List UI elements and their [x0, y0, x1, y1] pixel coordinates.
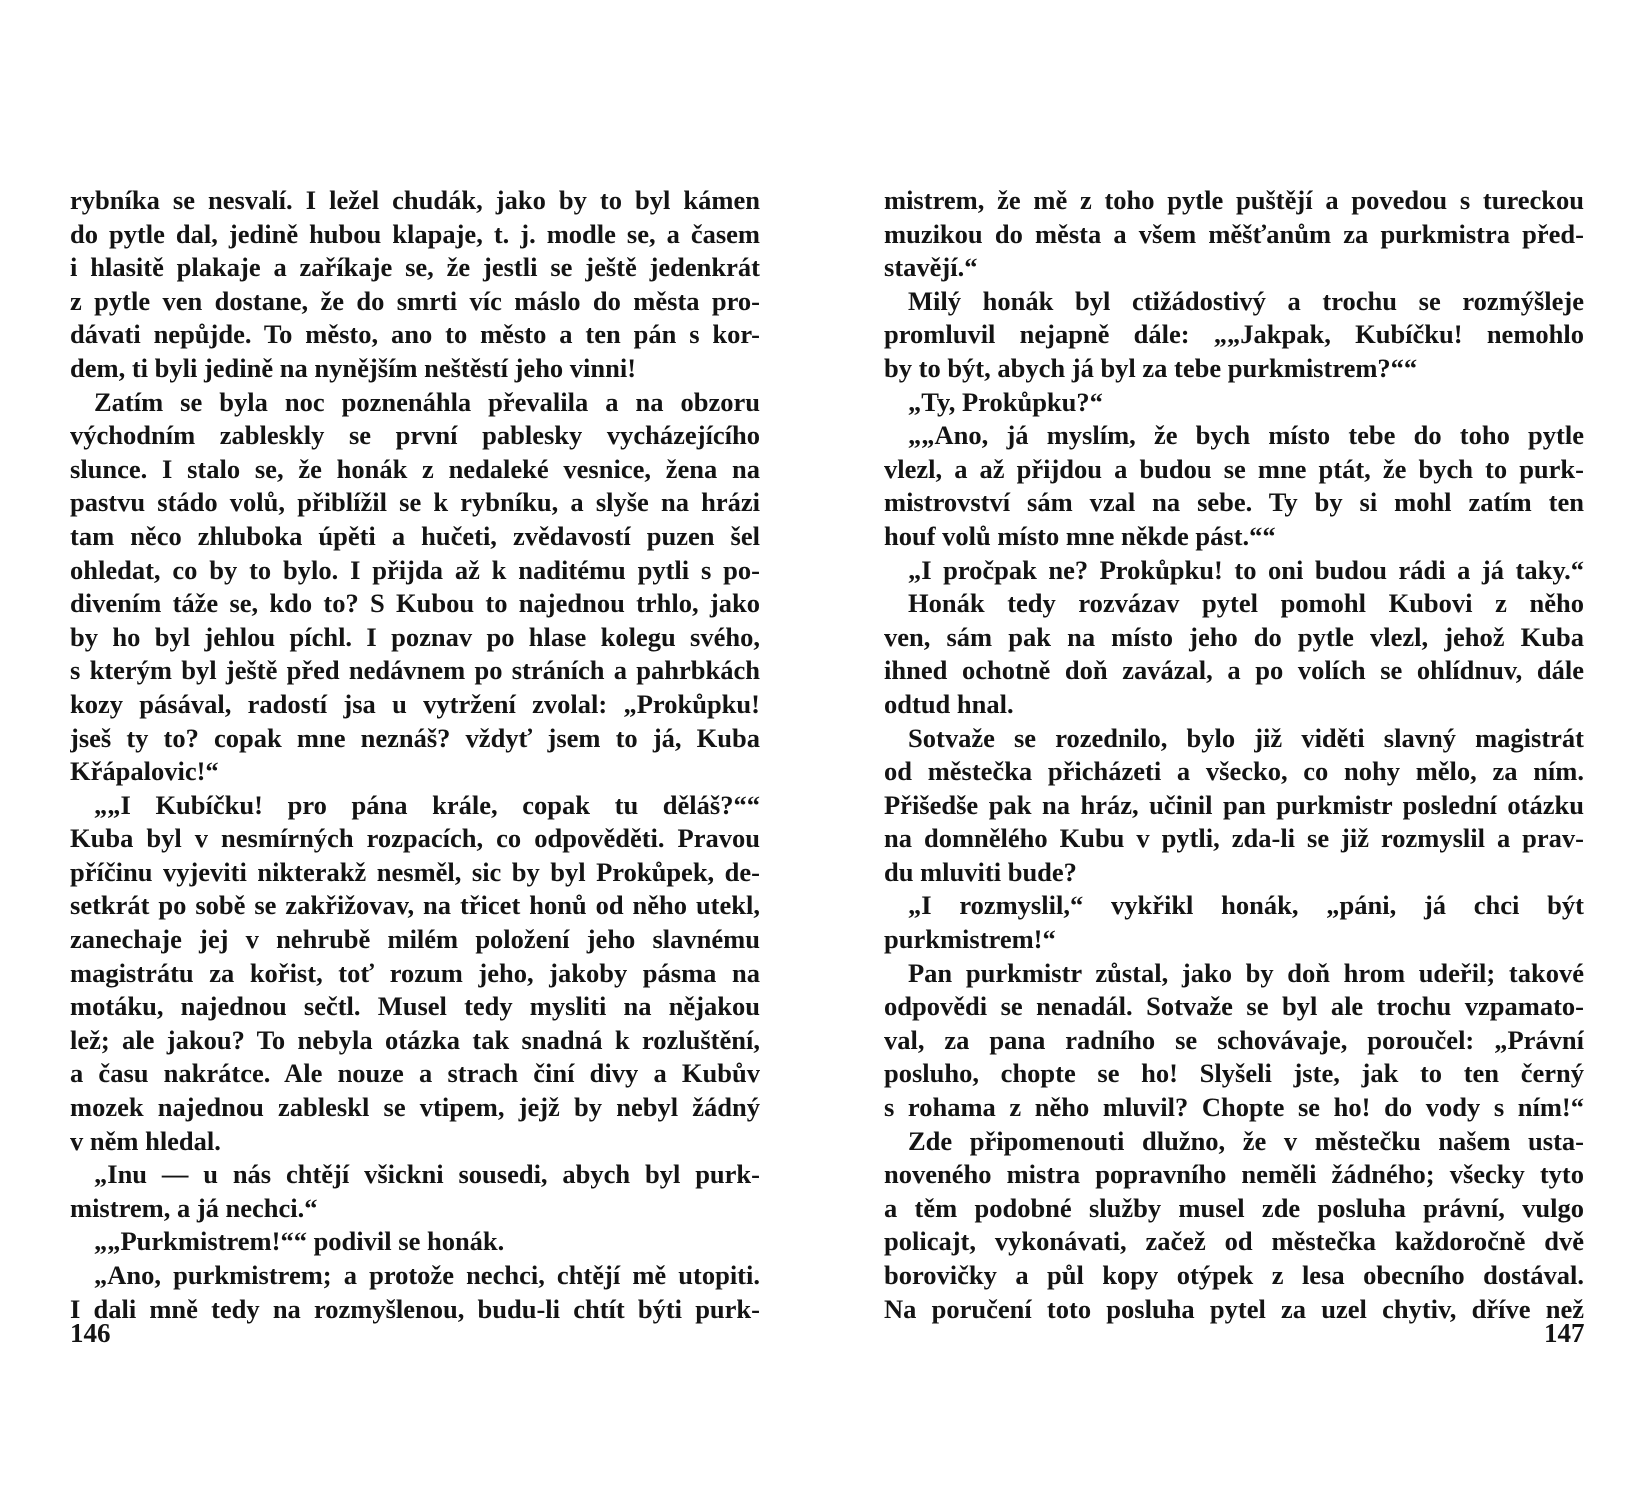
text-line: divením táže se, kdo to? S Kubou to najednou trhlo, jako [70, 588, 760, 619]
text-line: „Ano, purkmistrem; a protože nechci, chtějí mě utopiti. [94, 1260, 760, 1290]
text-line: policajt, vykonávati, začež od městečka každoročně dvě [884, 1226, 1584, 1257]
text-line: noveného mistra popravního neměli žádného; všecky tyto [884, 1159, 1584, 1190]
text-line: ohledat, co by to bylo. I přijda až k naditému pytli s po- [70, 554, 760, 585]
text-line: z pytle ven dostane, že do smrti víc máslo do města pro- [70, 285, 760, 316]
text-line: mistrem, a já nechci.“ [70, 1192, 318, 1223]
text-line: mistrovství sám vzal na sebe. Ty by si mohl zatím ten [884, 487, 1584, 518]
text-line: mistrem, že mě z toho pytle puštějí a povedou s tureckou [884, 185, 1584, 215]
text-line: do pytle dal, jedině hubou klapaje, t. j. modle se, a časem [70, 218, 760, 249]
text-line: tam něco zhluboka úpěti a hučeti, zvědavostí puzen šel [70, 520, 760, 551]
text-line: a těm podobné služby musel zde posluha právní, vulgo [884, 1192, 1584, 1223]
text-line: Honák tedy rozvázav pytel pomohl Kubovi z něho [908, 588, 1584, 619]
text-line: s rohama z něho mluvil? Chopte se ho! do vody s ním!“ [884, 1092, 1584, 1123]
text-line: příčinu vyjeviti nikterakž nesměl, sic by byl Prokůpek, de- [70, 856, 760, 887]
text-line: muzikou do města a všem měšťanům za purkmistra před- [884, 218, 1584, 249]
text-line: a času nakrátce. Ale nouze a strach činí divy a Kubův [70, 1058, 760, 1089]
text-line: od městečka přicházeti a všecko, co nohy mělo, za ním. [884, 756, 1584, 787]
text-line: jseš ty to? copak mne neznáš? vždyť jsem to já, Kuba [70, 722, 760, 753]
text-line: kozy pásával, radostí jsa u vytržení zvolal: „Prokůpku! [70, 688, 760, 719]
text-line: val, za pana radního se schovávaje, poroučel: „Právní [884, 1024, 1584, 1055]
text-line: mozek najednou zableskl se vtipem, jejž by nebyl žádný [70, 1092, 760, 1123]
text-line: Sotvaže se rozednilo, bylo již viděti slavný magistrát [908, 722, 1584, 753]
text-line: promluvil nejapně dále: „„Jakpak, Kubíčku! nemohlo [884, 319, 1584, 350]
text-line: by to být, abych já byl za tebe purkmistrem?““ [884, 352, 1418, 383]
left-page-text [70, 184, 760, 1326]
text-line: du mluviti bude? [884, 856, 1077, 887]
text-line: slunce. I stalo se, že honák z nedaleké vesnice, žena na [70, 453, 760, 484]
text-line: Milý honák byl ctižádostivý a trochu se rozmýšleje [908, 285, 1584, 316]
page-number-right: 147 [1544, 1318, 1585, 1348]
text-line: odpovědi se nenadál. Sotvaže se byl ale trochu vzpamato- [884, 991, 1584, 1022]
text-line: motáku, najednou sečtl. Musel tedy mysliti na nějakou [70, 991, 760, 1022]
text-line: Zatím se byla noc poznenáhla převalila a na obzoru [94, 386, 760, 417]
text-line: pastvu stádo volů, přiblížil se k rybníku, a slyše na hrázi [70, 487, 760, 518]
text-line: borovičky a půl kopy otýpek z lesa obecního dostával. [884, 1260, 1584, 1290]
text-line: odtud hnal. [884, 688, 1014, 719]
text-line: Zde připomenouti dlužno, že v městečku našem usta- [908, 1125, 1584, 1156]
text-line: setkrát po sobě se zakřižovav, na třicet honů od něho utekl, [70, 890, 760, 921]
text-line: lež; ale jakou? To nebyla otázka tak snadná k rozluštění, [70, 1024, 760, 1055]
right-page-text [884, 184, 1584, 1326]
text-line: rybníka se nesvalí. I ležel chudák, jako by to byl kámen [70, 185, 760, 215]
text-line: Pan purkmistr zůstal, jako by doň hrom udeřil; takové [908, 957, 1584, 988]
text-line: by ho byl jehlou píchl. I poznav po hlase kolegu svého, [70, 621, 760, 652]
text-line: I dali mně tedy na rozmyšlenou, budu-li chtít býti purk- [70, 1293, 760, 1324]
text-line: Křápalovic!“ [70, 756, 219, 787]
text-line: houf volů místo mne někde pást.““ [884, 520, 1276, 551]
text-line: i hlasitě plakaje a zaříkaje se, že jestli se ještě jedenkrát [70, 252, 760, 283]
text-line: na domnělého Kubu v pytli, zda-li se již rozmyslil a prav- [884, 823, 1584, 854]
text-line: Přišedše pak na hráz, učinil pan purkmistr poslední otázku [884, 789, 1584, 820]
text-line: „I pročpak ne? Prokůpku! to oni budou rádi a já taky.“ [908, 554, 1584, 585]
text-line: východním zableskly se první pablesky vycházejícího [70, 420, 760, 451]
text-line: „„Ano, já myslím, že bych místo tebe do toho pytle [908, 420, 1584, 451]
text-line: „„Purkmistrem!““ podivil se honák. [94, 1226, 505, 1257]
text-line: „„I Kubíčku! pro pána krále, copak tu děláš?““ [94, 789, 760, 820]
text-line: s kterým byl ještě před nedávnem po stráních a pahrbkách [70, 655, 760, 686]
text-line: Kuba byl v nesmírných rozpacích, co odpověděti. Pravou [70, 823, 760, 854]
text-line: zanechaje jej v nehrubě milém položení jeho slavnému [70, 924, 760, 955]
text-line: ven, sám pak na místo jeho do pytle vlezl, jehož Kuba [884, 621, 1584, 652]
text-line: magistrátu za kořist, toť rozum jeho, jakoby pásma na [70, 957, 760, 988]
text-line: dávati nepůjde. To město, ano to město a ten pán s kor- [70, 319, 760, 350]
page-number-left: 146 [70, 1318, 111, 1348]
text-line: „I rozmyslil,“ vykřikl honák, „páni, já chci být [908, 890, 1584, 921]
text-line: purkmistrem!“ [884, 924, 1056, 955]
text-line: vlezl, a až přijdou a budou se mne ptát, že bych to purk- [884, 453, 1584, 484]
text-line: Na poručení toto posluha pytel za uzel chytiv, dříve než [884, 1293, 1584, 1324]
text-line: posluho, chopte se ho! Slyšeli jste, jak to ten černý [884, 1058, 1584, 1089]
text-line: „Ty, Prokůpku?“ [908, 386, 1103, 417]
text-line: v něm hledal. [70, 1125, 221, 1156]
text-line: dem, ti byli jedině na nynějším neštěstí jeho vinni! [70, 352, 637, 383]
text-line: „Inu — u nás chtějí všickni sousedi, abych byl purk- [94, 1159, 760, 1190]
text-line: ihned ochotně doň zavázal, a po volích se ohlídnuv, dále [884, 655, 1584, 686]
text-line: stavějí.“ [884, 252, 978, 283]
